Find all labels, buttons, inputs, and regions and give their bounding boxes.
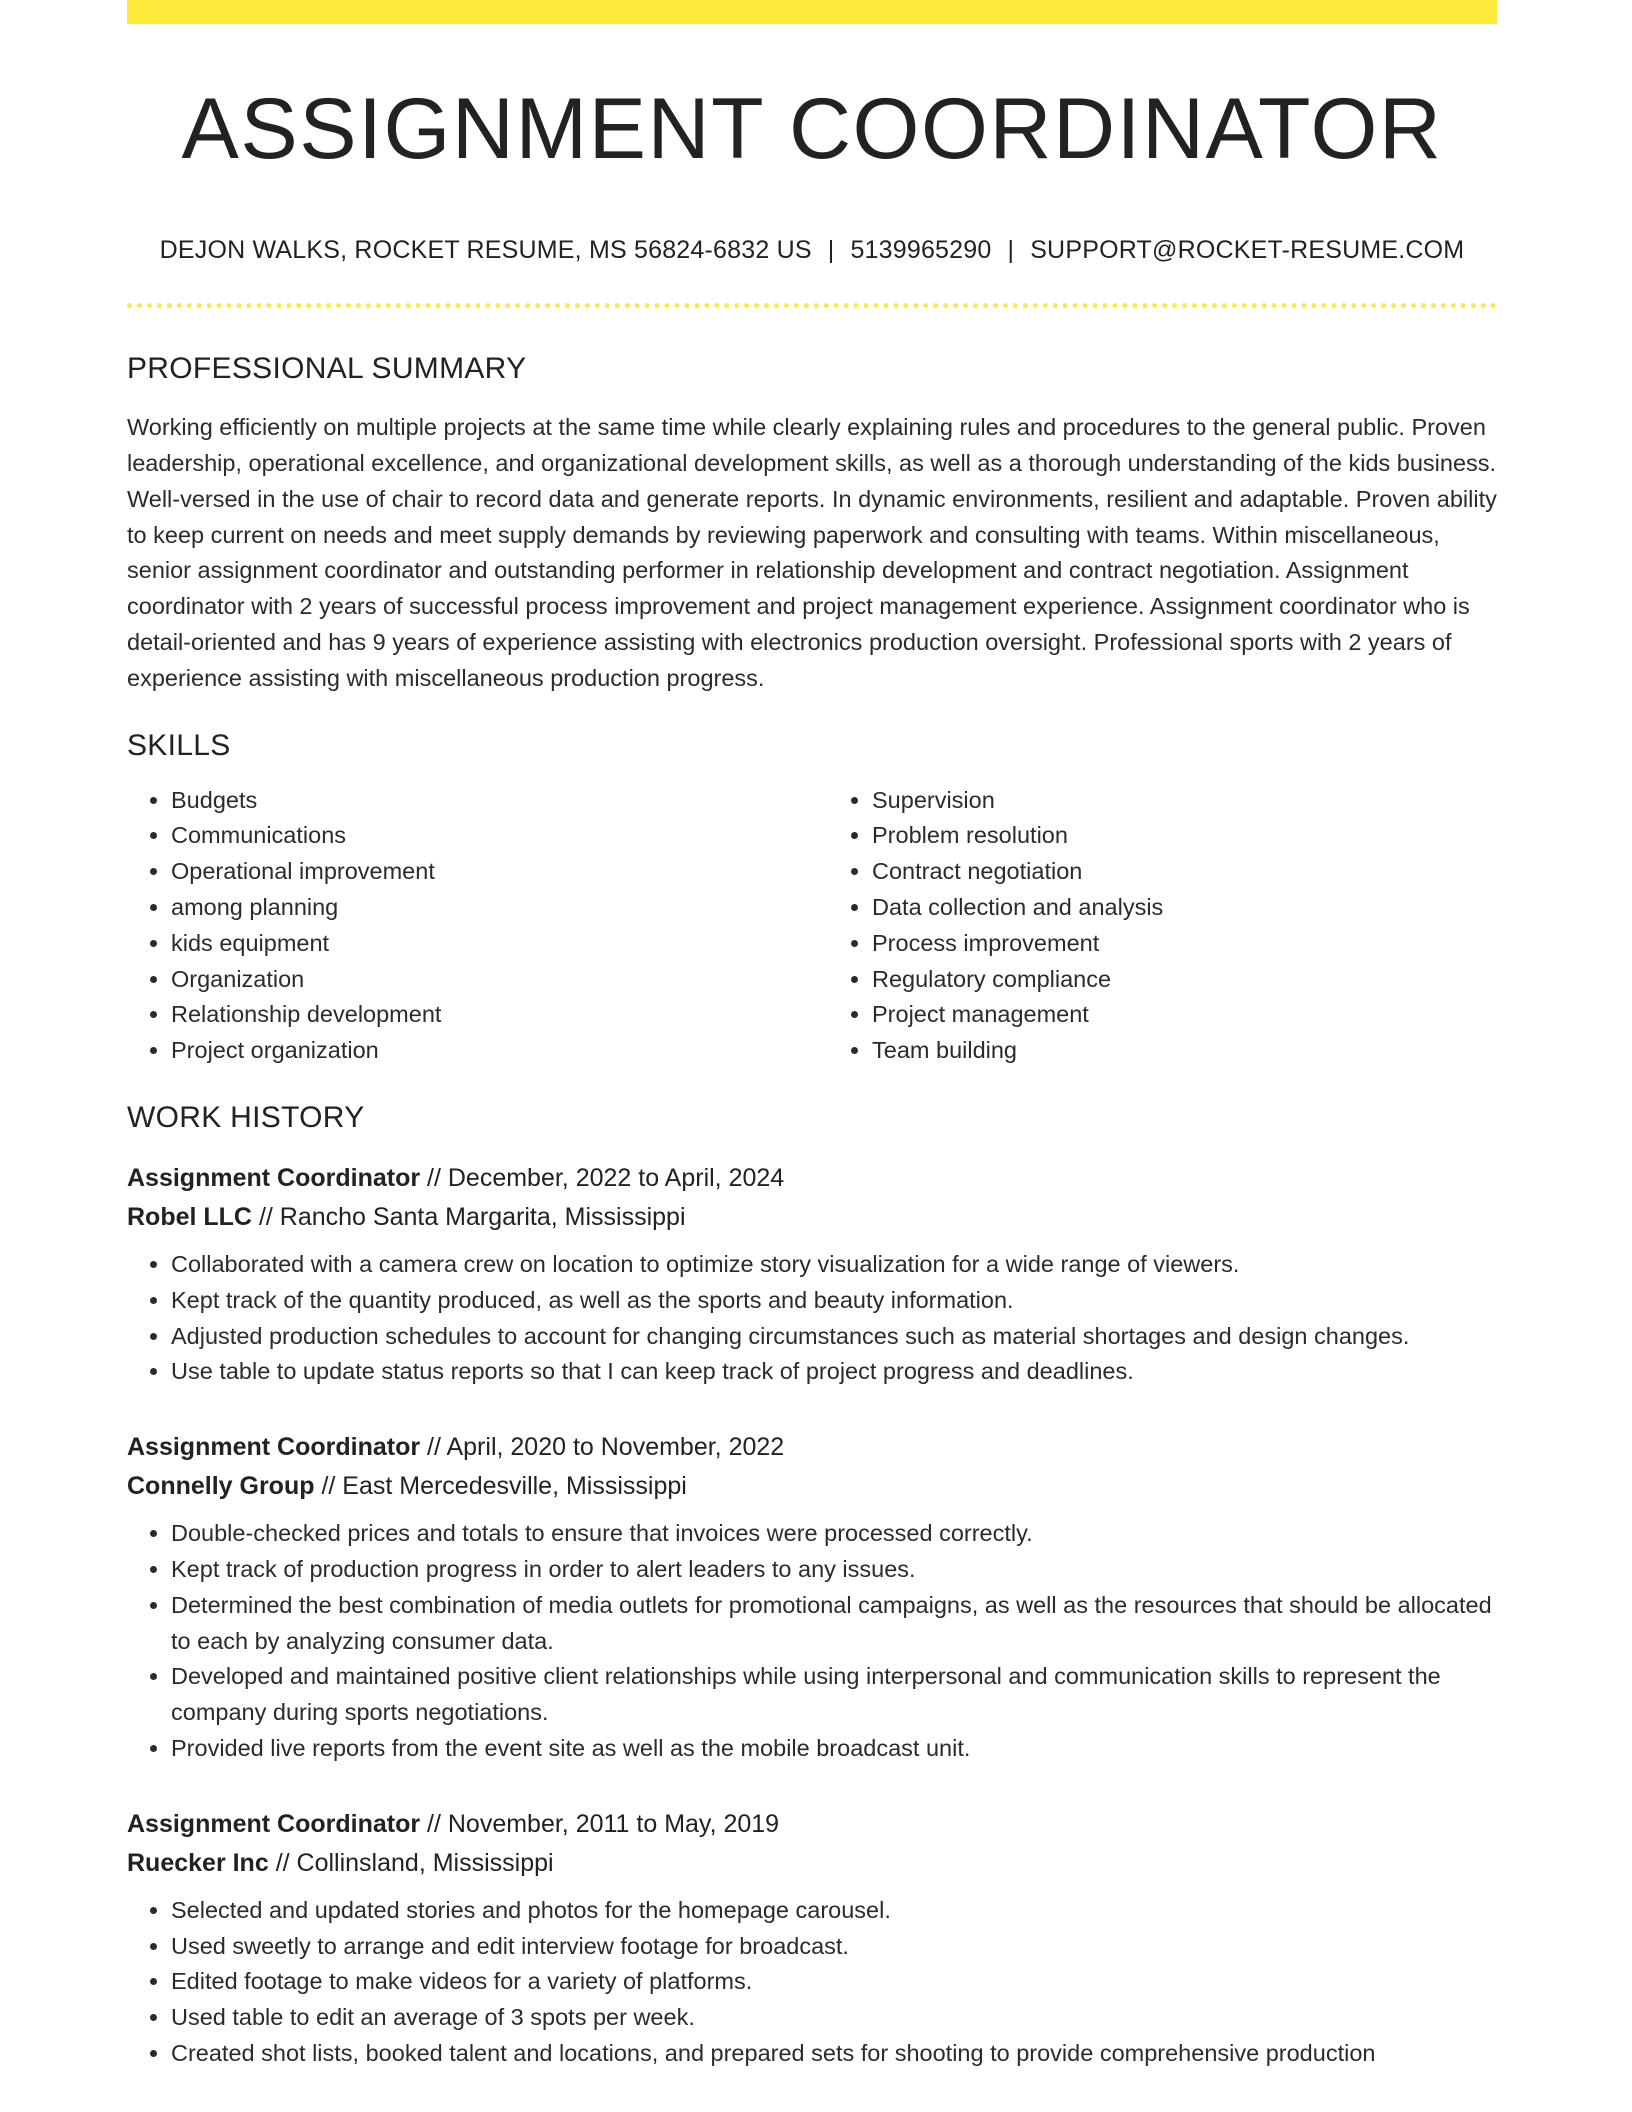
job-location: // Rancho Santa Margarita, Mississippi: [252, 1203, 686, 1232]
contact-phone: 5139965290: [850, 236, 992, 265]
skill-item: • Project organization: [171, 1033, 796, 1069]
job-company-line: [127, 1844, 1497, 1883]
job-bullet: • Determined the best combination of media outlets for promotional campaigns, as well as the resources that should be allocated to each by analyzing consumer data.: [171, 1588, 1497, 1660]
job-bullet: • Created shot lists, booked talent and locations, and prepared sets for shooting to provide comprehensive production: [171, 2036, 1497, 2072]
job-title-line: [127, 1428, 1497, 1467]
job-bullets: [127, 1893, 1497, 2072]
dotted-divider: [127, 303, 1497, 308]
skill-item: • Problem resolution: [872, 818, 1497, 854]
skill-item: • among planning: [171, 890, 796, 926]
contact-line: [127, 236, 1497, 265]
job-entry: [127, 1159, 1497, 1390]
skill-item: • Operational improvement: [171, 854, 796, 890]
job-bullet: • Double-checked prices and totals to ensure that invoices were processed correctly.: [171, 1516, 1497, 1552]
contact-email: SUPPORT@ROCKET-RESUME.COM: [1030, 236, 1465, 265]
job-bullet: • Kept track of the quantity produced, as well as the sports and beauty information.: [171, 1283, 1497, 1319]
skill-item: • Communications: [171, 818, 796, 854]
job-title: Assignment Coordinator: [127, 1433, 421, 1462]
job-dates: // December, 2022 to April, 2024: [420, 1164, 785, 1193]
skill-item: • Organization: [171, 962, 796, 998]
job-entry: [127, 1428, 1497, 1767]
skill-item: • Team building: [872, 1033, 1497, 1069]
skills-column-right: [828, 783, 1497, 1069]
work-history-heading: WORK HISTORY: [127, 1101, 365, 1135]
summary-text: Working efficiently on multiple projects at the same time while clearly explaining rules and procedures to the general public. Proven leadership, operational excellence, and organizational development skills, as well as a thorough understanding of the kids business. Well-versed in the use of chair to record data and generate reports. In dynamic environments, resilient and adaptable. Proven ability to keep current on needs and meet supply demands by reviewing paperwork and consulting with teams. Within miscellaneous, senior assignment coordinator and outstanding performer in relationship development and contract negotiation. Assignment coordinator with 2 years of successful process improvement and project management experience. Assignment coordinator who is detail-oriented and has 9 years of experience assisting with electronics production oversight. Professional sports with 2 years of experience assisting with miscellaneous production progress.: [127, 414, 1497, 691]
job-bullet: • Edited footage to make videos for a variety of platforms.: [171, 1964, 1497, 2000]
job-bullets: [127, 1247, 1497, 1390]
top-accent-bar: [127, 0, 1497, 24]
skills-heading: SKILLS: [127, 728, 231, 762]
skill-item: • Contract negotiation: [872, 854, 1497, 890]
skills-column-left: [127, 783, 796, 1069]
job-bullet: • Used sweetly to arrange and edit interview footage for broadcast.: [171, 1929, 1497, 1965]
skill-item: • Relationship development: [171, 997, 796, 1033]
contact-separator: |: [827, 236, 835, 265]
contact-separator: |: [1007, 236, 1015, 265]
job-bullet: • Used table to edit an average of 3 spots per week.: [171, 2000, 1497, 2036]
job-bullet: • Developed and maintained positive client relationships while using interpersonal and communication skills to represent the company during sports negotiations.: [171, 1659, 1497, 1731]
job-location: // East Mercedesville, Mississippi: [314, 1472, 687, 1501]
job-company: Robel LLC: [127, 1203, 252, 1232]
skill-item: • Data collection and analysis: [872, 890, 1497, 926]
job-bullet: • Selected and updated stories and photos for the homepage carousel.: [171, 1893, 1497, 1929]
job-bullet: • Adjusted production schedules to account for changing circumstances such as material shortages and design changes.: [171, 1319, 1497, 1355]
job-title-line: [127, 1805, 1497, 1844]
skill-item: • Regulatory compliance: [872, 962, 1497, 998]
skill-item: • Project management: [872, 997, 1497, 1033]
job-company: Ruecker Inc: [127, 1848, 269, 1877]
job-title-line: [127, 1159, 1497, 1198]
job-entry: [127, 1805, 1497, 2072]
summary-heading: PROFESSIONAL SUMMARY: [127, 352, 527, 386]
page-title: ASSIGNMENT COORDINATOR: [181, 81, 1443, 177]
job-company-line: [127, 1467, 1497, 1506]
contact-address: DEJON WALKS, ROCKET RESUME, MS 56824-6832 US: [159, 236, 812, 265]
job-bullet: • Kept track of production progress in order to alert leaders to any issues.: [171, 1552, 1497, 1588]
job-bullet: • Use table to update status reports so that I can keep track of project progress and deadlines.: [171, 1354, 1497, 1390]
job-company: Connelly Group: [127, 1472, 315, 1501]
skill-item: • Process improvement: [872, 926, 1497, 962]
job-bullet: • Collaborated with a camera crew on location to optimize story visualization for a wide range of viewers.: [171, 1247, 1497, 1283]
skills-list: [127, 783, 1497, 1069]
job-title: Assignment Coordinator: [127, 1809, 421, 1838]
job-location: // Collinsland, Mississippi: [268, 1848, 554, 1877]
job-company-line: [127, 1198, 1497, 1237]
skill-item: • Budgets: [171, 783, 796, 819]
job-title: Assignment Coordinator: [127, 1164, 421, 1193]
skill-item: • kids equipment: [171, 926, 796, 962]
skill-item: • Supervision: [872, 783, 1497, 819]
job-bullets: [127, 1516, 1497, 1767]
job-dates: // November, 2011 to May, 2019: [420, 1809, 780, 1838]
job-dates: // April, 2020 to November, 2022: [420, 1433, 785, 1462]
job-bullet: • Provided live reports from the event site as well as the mobile broadcast unit.: [171, 1731, 1497, 1767]
resume-page: [127, 0, 1497, 2072]
